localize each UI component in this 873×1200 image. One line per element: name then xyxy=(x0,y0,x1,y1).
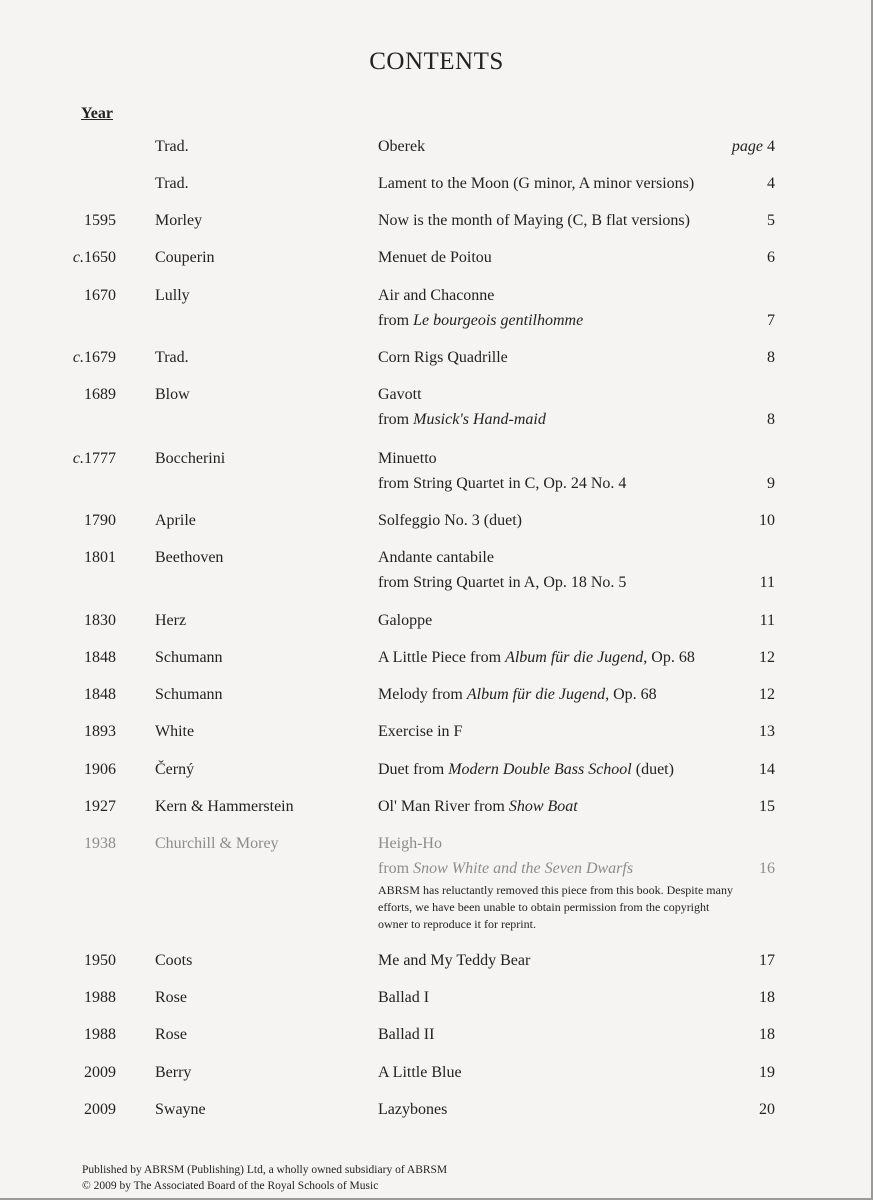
entry-title-text: Me and My Teddy Bear xyxy=(378,952,531,969)
entry-year: c.1679 xyxy=(72,349,116,366)
entry-title xyxy=(378,348,508,368)
removal-notice: ABRSM has reluctantly removed this piece from this book. Despite many efforts, we have been unable to obtain permission from the copyright owner to reproduce it for reprint. xyxy=(378,883,733,931)
entry-composer: Trad. xyxy=(155,138,189,155)
entry-title-text: Melody from xyxy=(378,686,467,703)
page-number-value: 9 xyxy=(767,475,775,492)
publisher-footer xyxy=(82,1162,447,1194)
entry-composer: Herz xyxy=(155,612,187,629)
entry-title xyxy=(378,385,422,405)
page-number-value: 20 xyxy=(759,1101,775,1118)
year-column-header: Year xyxy=(81,105,113,122)
entry-title xyxy=(378,797,578,817)
publisher-line: Published by ABRSM (Publishing) Ltd, a wholly owned subsidiary of ABRSM xyxy=(82,1164,448,1176)
entry-title-suffix: , Op. 68 xyxy=(643,649,695,666)
page-number-value: 14 xyxy=(759,761,775,778)
entry-page-number xyxy=(760,573,775,593)
entry-page-number xyxy=(759,511,775,531)
entry-page-number xyxy=(759,859,775,879)
entry-title xyxy=(378,137,425,157)
entry-page-number xyxy=(759,648,775,668)
entry-title xyxy=(378,174,694,194)
entry-subtitle-text: from xyxy=(378,411,414,428)
entry-composer: Boccherini xyxy=(155,450,226,467)
entry-composer: Blow xyxy=(155,386,190,403)
entry-subtitle-italic: Le bourgeois gentilhomme xyxy=(413,312,584,329)
entry-year: 1893 xyxy=(84,723,116,740)
page-number-value: 5 xyxy=(767,212,775,229)
entry-subtitle-italic: Snow White and the Seven Dwarfs xyxy=(413,860,634,877)
page-number-value: 18 xyxy=(759,1026,775,1043)
entry-title xyxy=(378,951,530,971)
entry-year: 1830 xyxy=(84,612,116,629)
entry-title-text: Duet from xyxy=(378,761,449,778)
entry-title-italic: Album für die Jugend xyxy=(466,686,606,703)
entry-subtitle xyxy=(378,410,546,430)
entry-subtitle-italic: Musick's Hand-maid xyxy=(413,411,546,428)
entry-title xyxy=(378,834,442,854)
entry-title-text: Oberek xyxy=(378,138,426,155)
entry-title-text: Heigh-Ho xyxy=(378,835,442,852)
entry-title-text: Exercise in F xyxy=(378,723,463,740)
entry-year: 1790 xyxy=(84,512,116,529)
entry-subtitle xyxy=(378,311,583,331)
page-number-value: 17 xyxy=(759,952,775,969)
page-number-value: 6 xyxy=(767,249,775,266)
page-number-value: 12 xyxy=(759,649,775,666)
entry-composer: Swayne xyxy=(155,1101,206,1118)
entry-composer: Coots xyxy=(155,952,193,969)
page-number-value: 4 xyxy=(767,138,775,155)
entry-composer: Aprile xyxy=(155,512,196,529)
entry-title-text: Galoppe xyxy=(378,612,433,629)
entry-composer: Morley xyxy=(155,212,203,229)
entry-composer: Beethoven xyxy=(155,549,224,566)
entry-subtitle-text: from String Quartet in C, Op. 24 No. 4 xyxy=(378,475,627,492)
entry-composer: Berry xyxy=(155,1064,192,1081)
entry-page-number xyxy=(759,1025,775,1045)
entry-title xyxy=(378,211,690,231)
entry-page-number xyxy=(767,211,775,231)
entry-year: 1689 xyxy=(84,386,116,403)
entry-subtitle xyxy=(378,859,633,879)
entry-subtitle xyxy=(378,573,626,593)
page-title: CONTENTS xyxy=(369,48,504,75)
entry-title-text: Menuet de Poitou xyxy=(378,249,492,266)
page-number-value: 10 xyxy=(759,512,775,529)
entry-page-number xyxy=(767,410,775,430)
entry-page-number xyxy=(759,951,775,971)
entry-title xyxy=(378,611,432,631)
entry-title-text: A Little Piece from xyxy=(378,649,506,666)
entry-page-number xyxy=(759,988,775,1008)
entry-subtitle-text: from xyxy=(378,312,414,329)
entry-composer: Kern & Hammerstein xyxy=(155,798,294,815)
entry-year: 1906 xyxy=(84,761,116,778)
entry-year: 1848 xyxy=(84,686,116,703)
entry-year: 1801 xyxy=(84,549,116,566)
entry-year: 1950 xyxy=(84,952,116,969)
page-number-value: 13 xyxy=(759,723,775,740)
entry-year: 1670 xyxy=(84,287,116,304)
entry-composer: Černý xyxy=(155,761,195,778)
entry-title xyxy=(378,1025,434,1045)
entry-page-number xyxy=(767,348,775,368)
entry-title-text: A Little Blue xyxy=(378,1064,462,1081)
entry-year: 1927 xyxy=(84,798,116,815)
entry-year: 2009 xyxy=(84,1101,116,1118)
entry-title xyxy=(378,511,522,531)
entry-title xyxy=(378,685,657,705)
entry-composer: Trad. xyxy=(155,175,189,192)
entry-composer: Rose xyxy=(155,989,187,1006)
entry-composer: Schumann xyxy=(155,649,223,666)
page-number-value: 4 xyxy=(767,175,775,192)
entry-year: 1595 xyxy=(84,212,116,229)
entry-page-number xyxy=(767,174,775,194)
entry-subtitle-text: from xyxy=(378,860,414,877)
entry-title xyxy=(378,648,695,668)
entry-page-number xyxy=(759,1063,775,1083)
entry-year: c.1650 xyxy=(72,249,116,266)
page-number-value: 7 xyxy=(767,312,775,329)
entry-page-number xyxy=(759,685,775,705)
entry-composer: Lully xyxy=(155,287,190,304)
entry-page-number xyxy=(759,797,775,817)
entry-composer: White xyxy=(155,723,195,740)
entry-composer: Schumann xyxy=(155,686,223,703)
entry-year: 1848 xyxy=(84,649,116,666)
entry-title-suffix: , Op. 68 xyxy=(605,686,657,703)
entry-title-text: Ballad I xyxy=(378,989,430,1006)
entry-year: 2009 xyxy=(84,1064,116,1081)
copyright-line: © 2009 by The Associated Board of the Royal Schools of Music xyxy=(82,1180,379,1192)
page-number-value: 12 xyxy=(759,686,775,703)
entry-page-number xyxy=(767,474,775,494)
page-number-value: 8 xyxy=(767,411,775,428)
entry-title xyxy=(378,988,429,1008)
entry-title-text: Corn Rigs Quadrille xyxy=(378,349,508,366)
page-label: page xyxy=(731,138,763,155)
entry-page-number xyxy=(759,760,775,780)
page-number-value: 11 xyxy=(759,612,775,629)
entry-year: 1988 xyxy=(84,989,116,1006)
entry-composer: Churchill & Morey xyxy=(155,835,279,852)
entry-title xyxy=(378,1100,447,1120)
page-number-value: 11 xyxy=(759,574,775,591)
page-number-value: 15 xyxy=(759,798,775,815)
entry-title-text: Gavott xyxy=(378,386,422,403)
entry-title-italic: Album für die Jugend xyxy=(505,649,644,666)
entry-title xyxy=(378,760,674,780)
entry-title-text: Solfeggio No. 3 (duet) xyxy=(378,512,522,529)
entry-title-italic: Show Boat xyxy=(508,798,578,815)
entry-composer: Trad. xyxy=(155,349,189,366)
entry-title xyxy=(378,548,494,568)
entry-title xyxy=(378,1063,462,1083)
entry-title-text: Ol' Man River from xyxy=(378,798,509,815)
entry-page-number xyxy=(759,1100,775,1120)
entry-page-number xyxy=(732,137,775,157)
entry-title xyxy=(378,248,492,268)
page-number-value: 18 xyxy=(759,989,775,1006)
entry-year: c.1777 xyxy=(72,450,116,467)
entry-subtitle-text: from String Quartet in A, Op. 18 No. 5 xyxy=(378,574,627,591)
page-number-value: 19 xyxy=(759,1064,775,1081)
entry-title xyxy=(378,449,437,469)
entry-composer: Couperin xyxy=(155,249,215,266)
entry-composer: Rose xyxy=(155,1026,187,1043)
entry-title xyxy=(378,286,494,306)
entry-title-text: Lament to the Moon (G minor, A minor versions) xyxy=(378,175,695,192)
entry-title-text: Lazybones xyxy=(378,1101,448,1118)
entry-page-number xyxy=(760,611,775,631)
entry-title-suffix: (duet) xyxy=(631,761,674,778)
entry-title-italic: Modern Double Bass School xyxy=(448,761,632,778)
page-number-value: 8 xyxy=(767,349,775,366)
entry-page-number xyxy=(767,311,775,331)
entry-title-text: Air and Chaconne xyxy=(378,287,495,304)
entry-title-text: Minuetto xyxy=(378,450,437,467)
entry-subtitle xyxy=(378,474,626,494)
entry-title-text: Ballad II xyxy=(378,1026,435,1043)
entry-page-number xyxy=(767,248,775,268)
entry-title-text: Andante cantabile xyxy=(378,549,494,566)
page-number-value: 16 xyxy=(759,860,775,877)
entry-title xyxy=(378,722,462,742)
entry-title-text: Now is the month of Maying (C, B flat versions) xyxy=(378,212,690,229)
entry-year: 1988 xyxy=(84,1026,116,1043)
entry-page-number xyxy=(759,722,775,742)
entry-year: 1938 xyxy=(84,835,116,852)
